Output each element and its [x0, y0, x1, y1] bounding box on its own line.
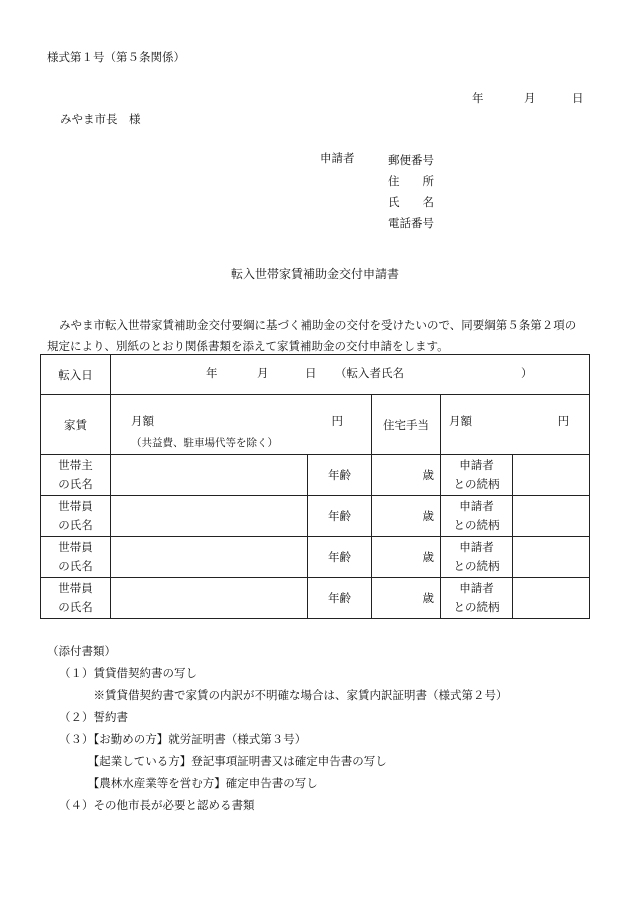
- member-label: 世帯員 の氏名: [41, 496, 111, 537]
- attachment-item: （４）その他市長が必要と認める書類: [59, 798, 255, 812]
- date-day-label: 日: [572, 91, 584, 105]
- rent-label: 家賃: [41, 395, 111, 455]
- rent-amount-field[interactable]: [111, 395, 372, 455]
- age-field[interactable]: 歳: [372, 455, 441, 496]
- member-label: 世帯員 の氏名: [41, 578, 111, 619]
- applicant-fields: [388, 150, 434, 234]
- move-in-day-label: 日: [305, 366, 317, 380]
- member-name-field[interactable]: [111, 496, 308, 537]
- relationship-field[interactable]: [513, 496, 590, 537]
- table-row: [41, 578, 590, 619]
- application-table: [40, 354, 590, 619]
- document-title: 転入世帯家賃補助金交付申請書: [230, 267, 399, 281]
- rent-monthly-label: 月額: [131, 414, 154, 428]
- age-field[interactable]: 歳: [372, 496, 441, 537]
- relationship-label: 申請者 との続柄: [441, 455, 513, 496]
- age-label: 年齢: [308, 537, 372, 578]
- allowance-yen-label: 円: [557, 414, 570, 428]
- name-label: 氏 名: [388, 195, 434, 209]
- move-in-date-label: 転入日: [41, 355, 111, 395]
- housing-allowance-field[interactable]: [441, 395, 590, 455]
- relationship-label: 申請者 との続柄: [441, 496, 513, 537]
- attachments-heading: （添付書類）: [47, 644, 116, 658]
- addressee: みやま市長 様: [60, 112, 141, 126]
- rent-yen-label: 円: [331, 414, 343, 428]
- move-in-month-label: 月: [257, 366, 269, 380]
- move-in-year-label: 年: [206, 366, 218, 380]
- move-in-date-field[interactable]: [111, 355, 590, 395]
- date-year-label: 年: [472, 91, 484, 105]
- member-name-field[interactable]: [111, 537, 308, 578]
- relationship-field[interactable]: [513, 455, 590, 496]
- table-row: [41, 455, 590, 496]
- attachment-note: ※賃貸借契約書で家賃の内訳が不明確な場合は、家賃内訳証明書（様式第２号）: [59, 688, 508, 702]
- attachment-item: （３）【お勤めの方】就労証明書（様式第３号）: [59, 732, 307, 746]
- age-label: 年齢: [308, 496, 372, 537]
- relationship-field[interactable]: [513, 537, 590, 578]
- attachments-section: [47, 640, 508, 816]
- attachment-item: 【起業している方】登記事項証明書又は確定申告書の写し: [59, 754, 387, 768]
- table-row: [41, 496, 590, 537]
- allowance-monthly-label: 月額: [449, 414, 472, 428]
- age-field[interactable]: 歳: [372, 578, 441, 619]
- table-row: [41, 537, 590, 578]
- housing-allowance-label: 住宅手当: [372, 395, 441, 455]
- member-name-field[interactable]: [111, 455, 308, 496]
- body-text: みやま市転入世帯家賃補助金交付要綱に基づく補助金の交付を受けたいので、同要綱第５条第２項の規定により、別紙のとおり関係書類を添えて家賃補助金の交付申請をします。: [47, 318, 577, 353]
- rent-note: （共益費、駐車場代等を除く）: [131, 437, 278, 449]
- mover-name-label: （転入者氏名: [335, 366, 404, 380]
- member-name-field[interactable]: [111, 578, 308, 619]
- relationship-label: 申請者 との続柄: [441, 578, 513, 619]
- mover-name-close: ）: [521, 366, 533, 380]
- phone-label: 電話番号: [388, 216, 434, 230]
- body-paragraph: [47, 315, 587, 357]
- attachment-item: （１）賃貸借契約書の写し: [59, 666, 197, 680]
- date-month-label: 月: [524, 91, 536, 105]
- relationship-field[interactable]: [513, 578, 590, 619]
- age-field[interactable]: 歳: [372, 537, 441, 578]
- attachment-item: 【農林水産業等を営む方】確定申告書の写し: [59, 776, 318, 790]
- postal-code-label: 郵便番号: [388, 153, 434, 167]
- member-label: 世帯員 の氏名: [41, 537, 111, 578]
- address-label: 住 所: [388, 174, 434, 188]
- age-label: 年齢: [308, 455, 372, 496]
- age-label: 年齢: [308, 578, 372, 619]
- form-number: 様式第１号（第５条関係）: [47, 50, 185, 64]
- applicant-label: 申請者: [320, 151, 355, 165]
- attachment-item: （２）誓約書: [59, 710, 128, 724]
- member-label: 世帯主 の氏名: [41, 455, 111, 496]
- relationship-label: 申請者 との続柄: [441, 537, 513, 578]
